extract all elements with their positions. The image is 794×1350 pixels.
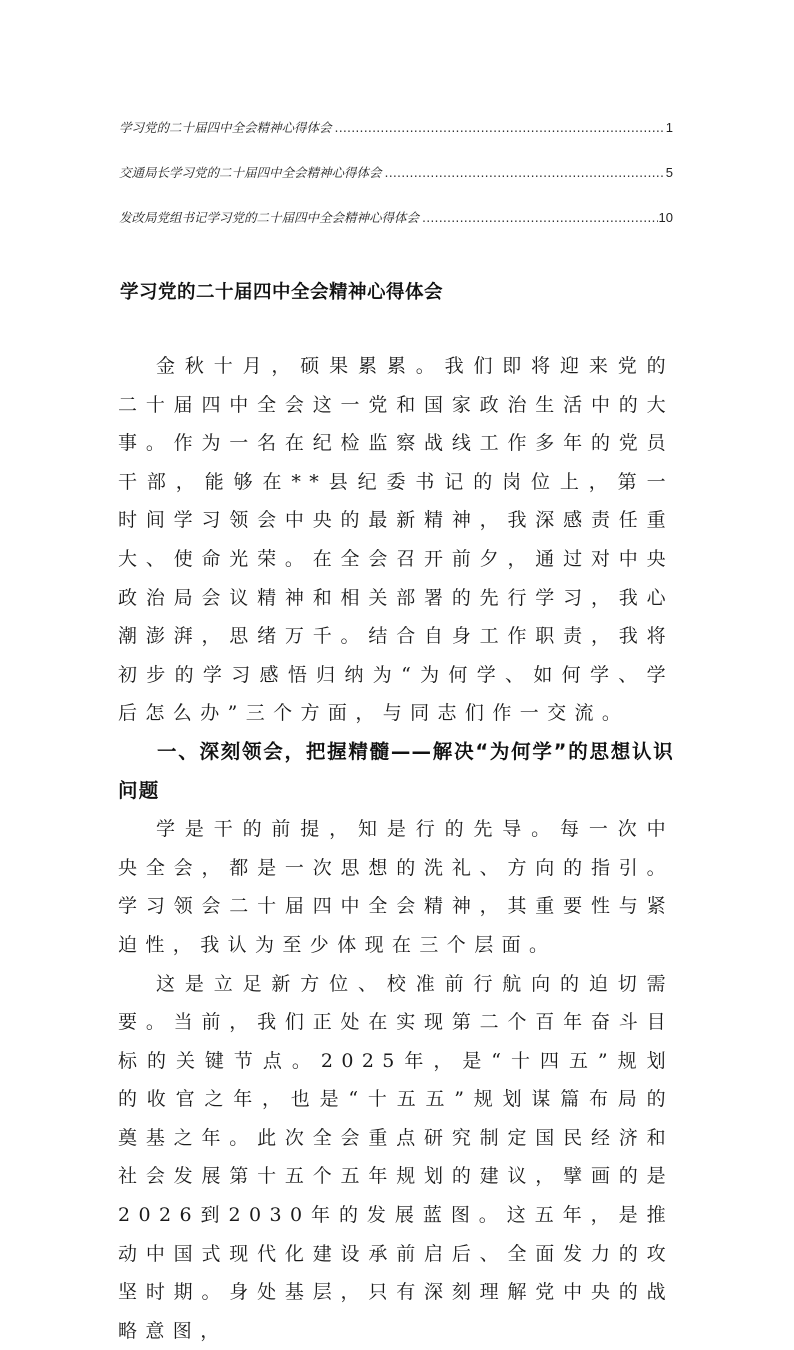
section-heading: 一、深刻领会，把握精髓——解决“为何学”的思想认识问题 <box>118 733 674 810</box>
toc-entry-title[interactable]: 交通局长学习党的二十届四中全会精神心得体会 <box>119 163 382 181</box>
toc-entry[interactable] <box>119 163 673 185</box>
toc-page-number[interactable]: 5 <box>666 165 673 180</box>
toc-page-number[interactable]: 10 <box>659 210 673 225</box>
paragraph: 学是干的前提，知是行的先导。每一次中央全会，都是一次思想的洗礼、方向的指引。学习领会二十届四中全会精神，其重要性与紧迫性，我认为至少体现在三个层面。 <box>118 810 674 964</box>
document-title: 学习党的二十届四中全会精神心得体会 <box>120 278 443 304</box>
toc-entry[interactable] <box>119 118 673 140</box>
toc-entry[interactable] <box>119 208 673 230</box>
table-of-contents <box>119 118 673 253</box>
paragraph: 这是立足新方位、校准前行航向的迫切需要。当前，我们正处在实现第二个百年奋斗目标的关键节点。2025年，是“十四五”规划的收官之年，也是“十五五”规划谋篇布局的奠基之年。此次全会重点研究制定国民经济和社会发展第十五个五年规划的建议，擘画的是2026到2030年的发展蓝图。这五年，是推动中国式现代化建设承前启后、全面发力的攻坚时期。身处基层，只有深刻理解党中央的战略意图， <box>118 965 674 1350</box>
paragraph: 金秋十月，硕果累累。我们即将迎来党的二十届四中全会这一党和国家政治生活中的大事。作为一名在纪检监察战线工作多年的党员干部，能够在**县纪委书记的岗位上，第一时间学习领会中央的最新精神，我深感责任重大、使命光荣。在全会召开前夕，通过对中央政治局会议精神和相关部署的先行学习，我心潮澎湃，思绪万千。结合自身工作职责，我将初步的学习感悟归纳为“为何学、如何学、学后怎么办”三个方面，与同志们作一交流。 <box>118 347 674 733</box>
toc-dot-leader <box>385 165 665 180</box>
toc-entry-title[interactable]: 学习党的二十届四中全会精神心得体会 <box>119 118 332 136</box>
toc-page-number[interactable]: 1 <box>666 120 673 135</box>
toc-dot-leader <box>335 120 665 135</box>
document-body <box>118 347 674 1350</box>
toc-dot-leader <box>422 210 658 225</box>
toc-entry-title[interactable]: 发改局党组书记学习党的二十届四中全会精神心得体会 <box>119 208 419 226</box>
